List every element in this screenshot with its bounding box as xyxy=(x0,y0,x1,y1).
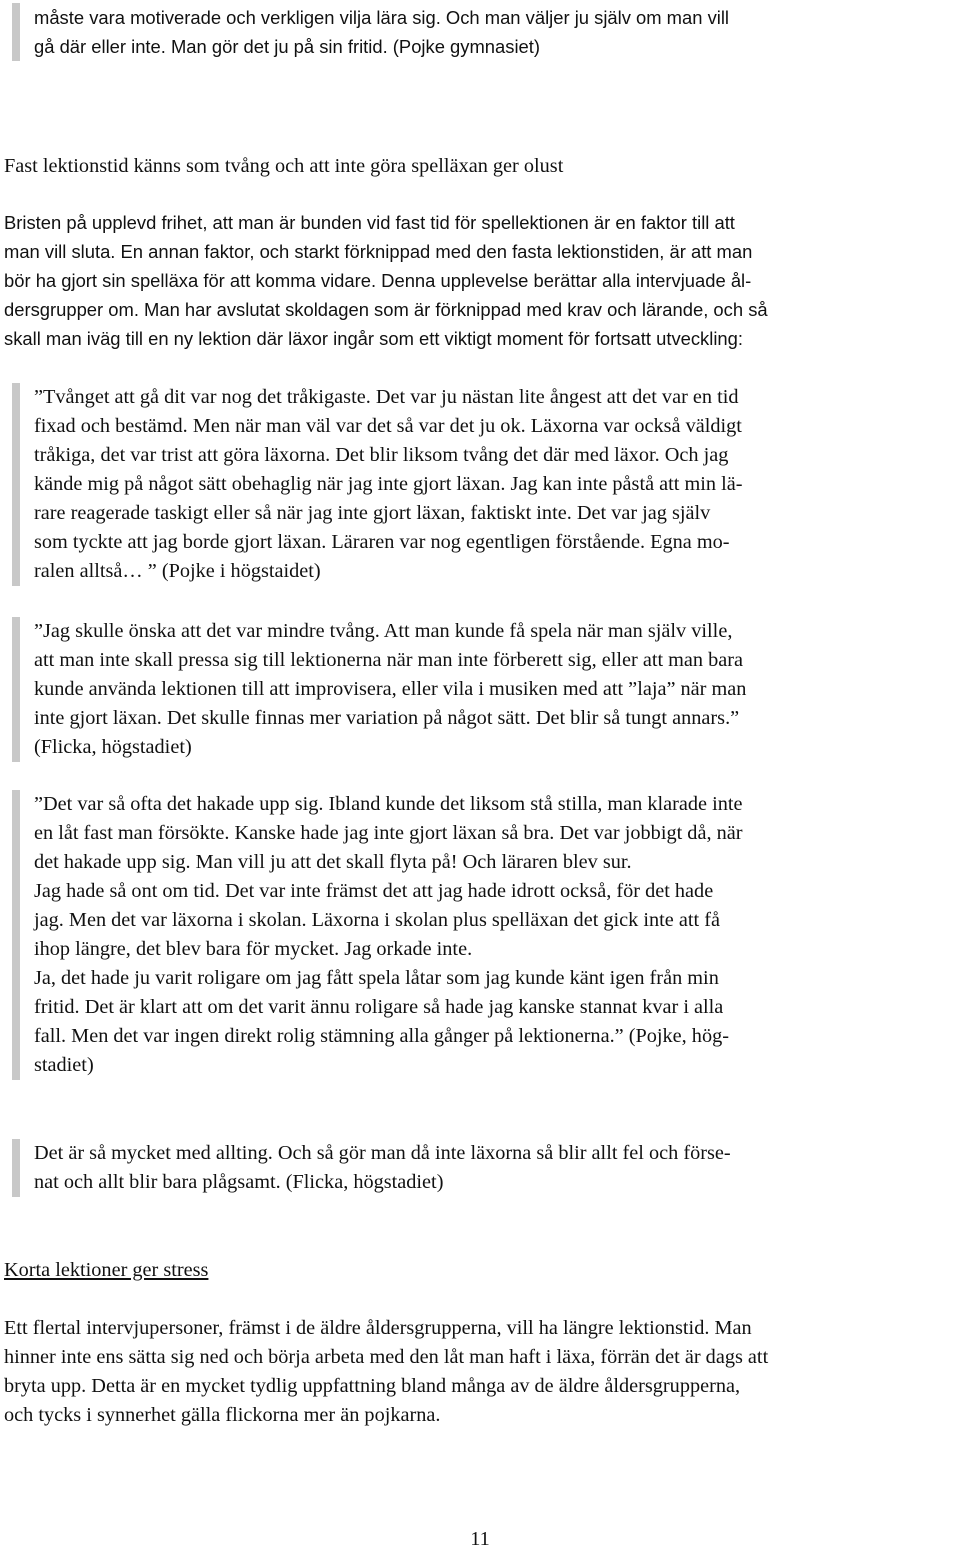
text-line: kände mig på något sätt obehaglig när jag inte gjort läxan. Jag kan inte påstå att min lä- xyxy=(34,473,743,495)
section-heading-korta-lektioner: Korta lektioner ger stress xyxy=(4,1259,209,1281)
text-line: jag. Men det var läxorna i skolan. Läxorna i skolan plus spelläxan det gick inte att få xyxy=(34,909,720,931)
text-line: att man inte skall pressa sig till lektionerna när man inte förberett sig, eller att man bara xyxy=(34,649,744,671)
text-line: fall. Men det var ingen direkt rolig stämning alla gånger på lektionerna.” (Pojke, hög- xyxy=(34,1025,729,1047)
text-line: som tyckte att jag borde gjort läxan. Läraren var nog egentligen förstående. Egna mo- xyxy=(34,531,730,553)
body-paragraph xyxy=(4,208,959,353)
text-line: inte gjort läxan. Det skulle finnas mer variation på något sätt. Det blir så tungt annars.” xyxy=(34,707,740,729)
text-line: rare reagerade taskigt eller så när jag inte gjort läxan, faktiskt inte. Det var jag själv xyxy=(34,502,711,524)
text-line: bryta upp. Detta är en mycket tydlig uppfattning bland många av de äldre åldersgrupperna, xyxy=(4,1375,741,1397)
section-heading-fast-lektionstid: Fast lektionstid känns som tvång och att inte göra spelläxan ger olust xyxy=(4,155,564,177)
text-line: det hakade upp sig. Man vill ju att det skall flyta på! Och läraren blev sur. xyxy=(34,851,632,873)
text-line: Bristen på upplevd frihet, att man är bunden vid fast tid för spellektionen är en faktor till att xyxy=(4,212,735,233)
text-line: stadiet) xyxy=(34,1054,94,1076)
text-line: gå där eller inte. Man gör det ju på sin fritid. (Pojke gymnasiet) xyxy=(34,36,540,57)
page-number: 11 xyxy=(470,1528,490,1550)
text-line: nat och allt blir bara plågsamt. (Flicka, högstadiet) xyxy=(34,1171,444,1193)
text-line: ”Jag skulle önska att det var mindre tvång. Att man kunde få spela när man själv ville, xyxy=(34,620,733,642)
text-line: Det är så mycket med allting. Och så gör man då inte läxorna så blir allt fel och förse- xyxy=(34,1142,731,1164)
text-line: och tycks i synnerhet gälla flickorna mer än pojkarna. xyxy=(4,1404,441,1426)
text-line: skall man iväg till en ny lektion där läxor ingår som ett viktigt moment för fortsatt utveckling: xyxy=(4,328,743,349)
text-line: ralen alltså… ” (Pojke i högstaidet) xyxy=(34,560,321,582)
text-line: ihop längre, det blev bara för mycket. Jag orkade inte. xyxy=(34,938,473,960)
text-line: Jag hade så ont om tid. Det var inte främst det att jag hade idrott också, för det hade xyxy=(34,880,714,902)
interview-quote xyxy=(12,617,960,762)
interview-quote xyxy=(12,383,960,586)
text-line: hinner inte ens sätta sig ned och börja arbeta med den låt man haft i läxa, förrän det är dags att xyxy=(4,1346,769,1368)
text-line: Ett flertal intervjupersoner, främst i de äldre åldersgrupperna, vill ha längre lektionstid. Man xyxy=(4,1317,752,1339)
text-line: ”Tvånget att gå dit var nog det tråkigaste. Det var ju nästan lite ångest att det var en tid xyxy=(34,386,739,408)
text-line: kunde använda lektionen till att improvisera, eller vila i musiken med att ”laja” när man xyxy=(34,678,747,700)
text-line: fritid. Det är klart att om det varit ännu roligare så hade jag kanske stannat kvar i alla xyxy=(34,996,724,1018)
text-line: tråkiga, det var trist att göra läxorna. Det blir liksom tvång det där med läxor. Och jag xyxy=(34,444,729,466)
text-line: dersgrupper om. Man har avslutat skoldagen som är förknippad med krav och lärande, och så xyxy=(4,299,768,320)
text-line: (Flicka, högstadiet) xyxy=(34,736,192,758)
text-line: man vill sluta. En annan faktor, och starkt förknippad med den fasta lektionstiden, är att man xyxy=(4,241,753,262)
interview-quote xyxy=(12,1139,960,1197)
interview-quote xyxy=(12,790,960,1080)
text-line: ”Det var så ofta det hakade upp sig. Ibland kunde det liksom stå stilla, man klarade inte xyxy=(34,793,743,815)
text-line: bör ha gjort sin spelläxa för att komma vidare. Denna upplevelse berättar alla intervjuade ål- xyxy=(4,270,752,291)
text-line: fixad och bestämd. Men när man väl var det så var det ju ok. Läxorna var också väldigt xyxy=(34,415,742,437)
body-paragraph xyxy=(4,1314,959,1430)
quote-continuation xyxy=(12,3,960,61)
text-line: en låt fast man försökte. Kanske hade jag inte gjort läxan så bra. Det var jobbigt då, när xyxy=(34,822,743,844)
text-line: Ja, det hade ju varit roligare om jag fått spela låtar som jag kunde känt igen från min xyxy=(34,967,719,989)
text-line: måste vara motiverade och verkligen vilja lära sig. Och man väljer ju själv om man vill xyxy=(34,7,730,28)
